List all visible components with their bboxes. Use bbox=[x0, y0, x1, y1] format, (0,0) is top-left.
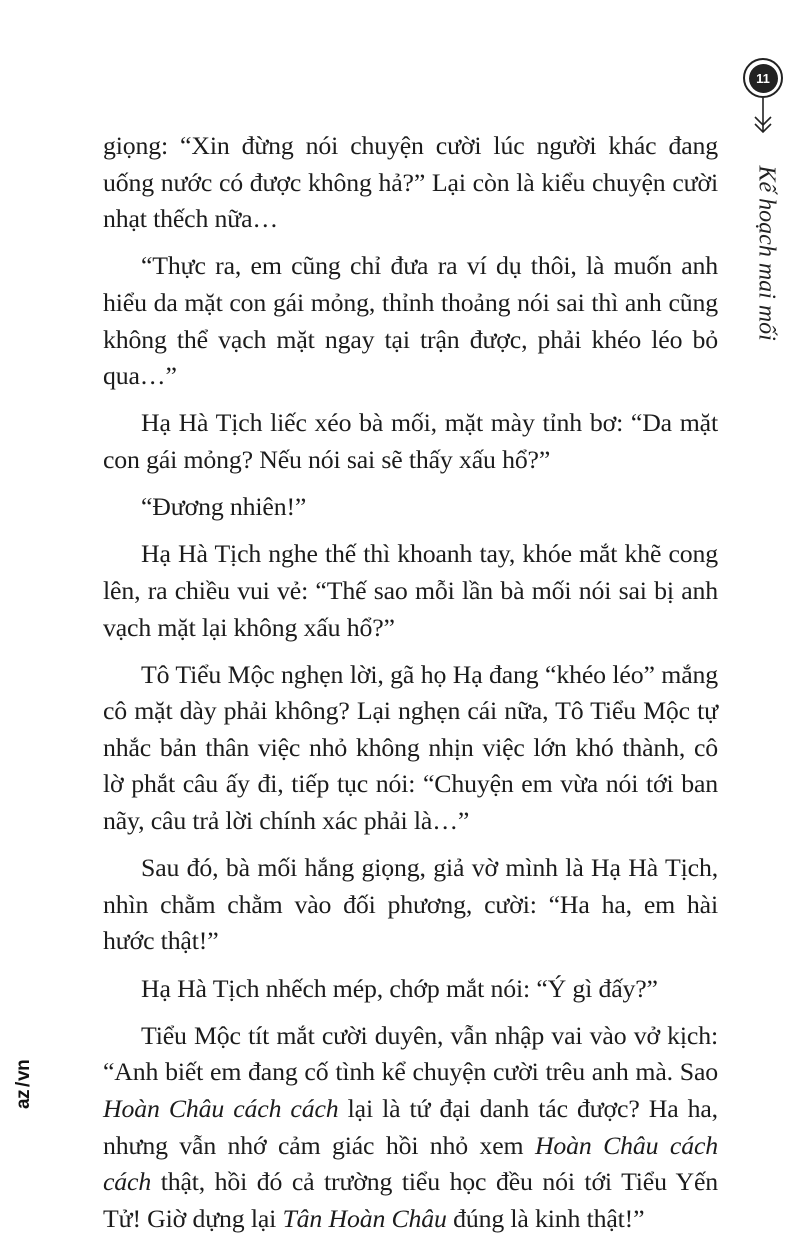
text-run: đúng là kinh thật!” bbox=[446, 1203, 645, 1233]
svg-text:vn: vn bbox=[13, 1059, 34, 1081]
paragraph: “Thực ra, em cũng chỉ đưa ra ví dụ thôi, là muốn anh hiểu da mặt con gái mỏng, thỉnh thoảng nói sai thì anh cũng không thể vạch mặt ngay tại trận được, phải khéo léo bỏ qua…” bbox=[103, 251, 718, 391]
paragraph: “Đương nhiên!” bbox=[141, 492, 307, 522]
page-number-badge bbox=[743, 58, 783, 98]
arrow-ornament-icon bbox=[748, 98, 778, 136]
text-run: lại là tứ đại danh tác được? Ha ha, nhưng vẫn nhớ cảm giác hồi nhỏ xem bbox=[103, 1094, 718, 1160]
running-title: Kế hoạch mai mối bbox=[753, 165, 780, 341]
paragraph: Hạ Hà Tịch nghe thế thì khoanh tay, khóe mắt khẽ cong lên, ra chiều vui vẻ: “Thế sao mỗi lần bà mối nói sai bị anh vạch mặt lại không xấu hổ?” bbox=[103, 539, 718, 642]
book-title: Hoàn Châu cách cách bbox=[103, 1094, 339, 1123]
svg-text:az: az bbox=[13, 1089, 34, 1109]
paragraph: giọng: “Xin đừng nói chuyện cười lúc người khác đang uống nước có được không hả?” Lại còn là kiểu chuyện cười nhạt thếch nữa… bbox=[103, 131, 718, 234]
text-run: Tiểu Mộc tít mắt cười duyên, vẫn nhập vai vào vở kịch: “Anh biết em đang cố tình kể chuyện cười trêu anh mà. Sao bbox=[103, 1020, 718, 1087]
page-number: 11 bbox=[749, 64, 778, 93]
paragraph: Tô Tiểu Mộc nghẹn lời, gã họ Hạ đang “khéo léo” mắng cô mặt dày phải không? Lại nghẹn cái nữa, Tô Tiểu Mộc tự nhắc bản thân việc nhỏ không nhịn việc lớn khó thành, cô lờ phắt câu ấy đi, tiếp tục nói: “Chuyện em vừa nói tới ban nãy, câu trả lời chính xác phải là…” bbox=[103, 659, 718, 836]
book-title: Hoàn Châu cách cách bbox=[103, 1130, 718, 1197]
paragraph-last bbox=[103, 1018, 718, 1238]
publisher-logo bbox=[12, 1059, 40, 1109]
paragraph: Sau đó, bà mối hắng giọng, giả vờ mình là Hạ Hà Tịch, nhìn chằm chằm vào đối phương, cười: “Ha ha, em hài hước thật!” bbox=[103, 853, 718, 956]
publisher-logo-mark bbox=[12, 1059, 34, 1109]
paragraph: Hạ Hà Tịch liếc xéo bà mối, mặt mày tỉnh bơ: “Da mặt con gái mỏng? Nếu nói sai sẽ thấy xấu hổ?” bbox=[103, 408, 718, 474]
paragraph: Hạ Hà Tịch nhếch mép, chớp mắt nói: “Ý gì đấy?” bbox=[141, 973, 658, 1003]
book-title: Tân Hoàn Châu bbox=[282, 1203, 447, 1233]
text-run: thật, hồi đó cả trường tiểu học đều nói tới Tiểu Yến Tử! Giờ dựng lại bbox=[103, 1167, 718, 1233]
svg-text:/: / bbox=[13, 1082, 34, 1087]
body-text bbox=[103, 128, 718, 1248]
